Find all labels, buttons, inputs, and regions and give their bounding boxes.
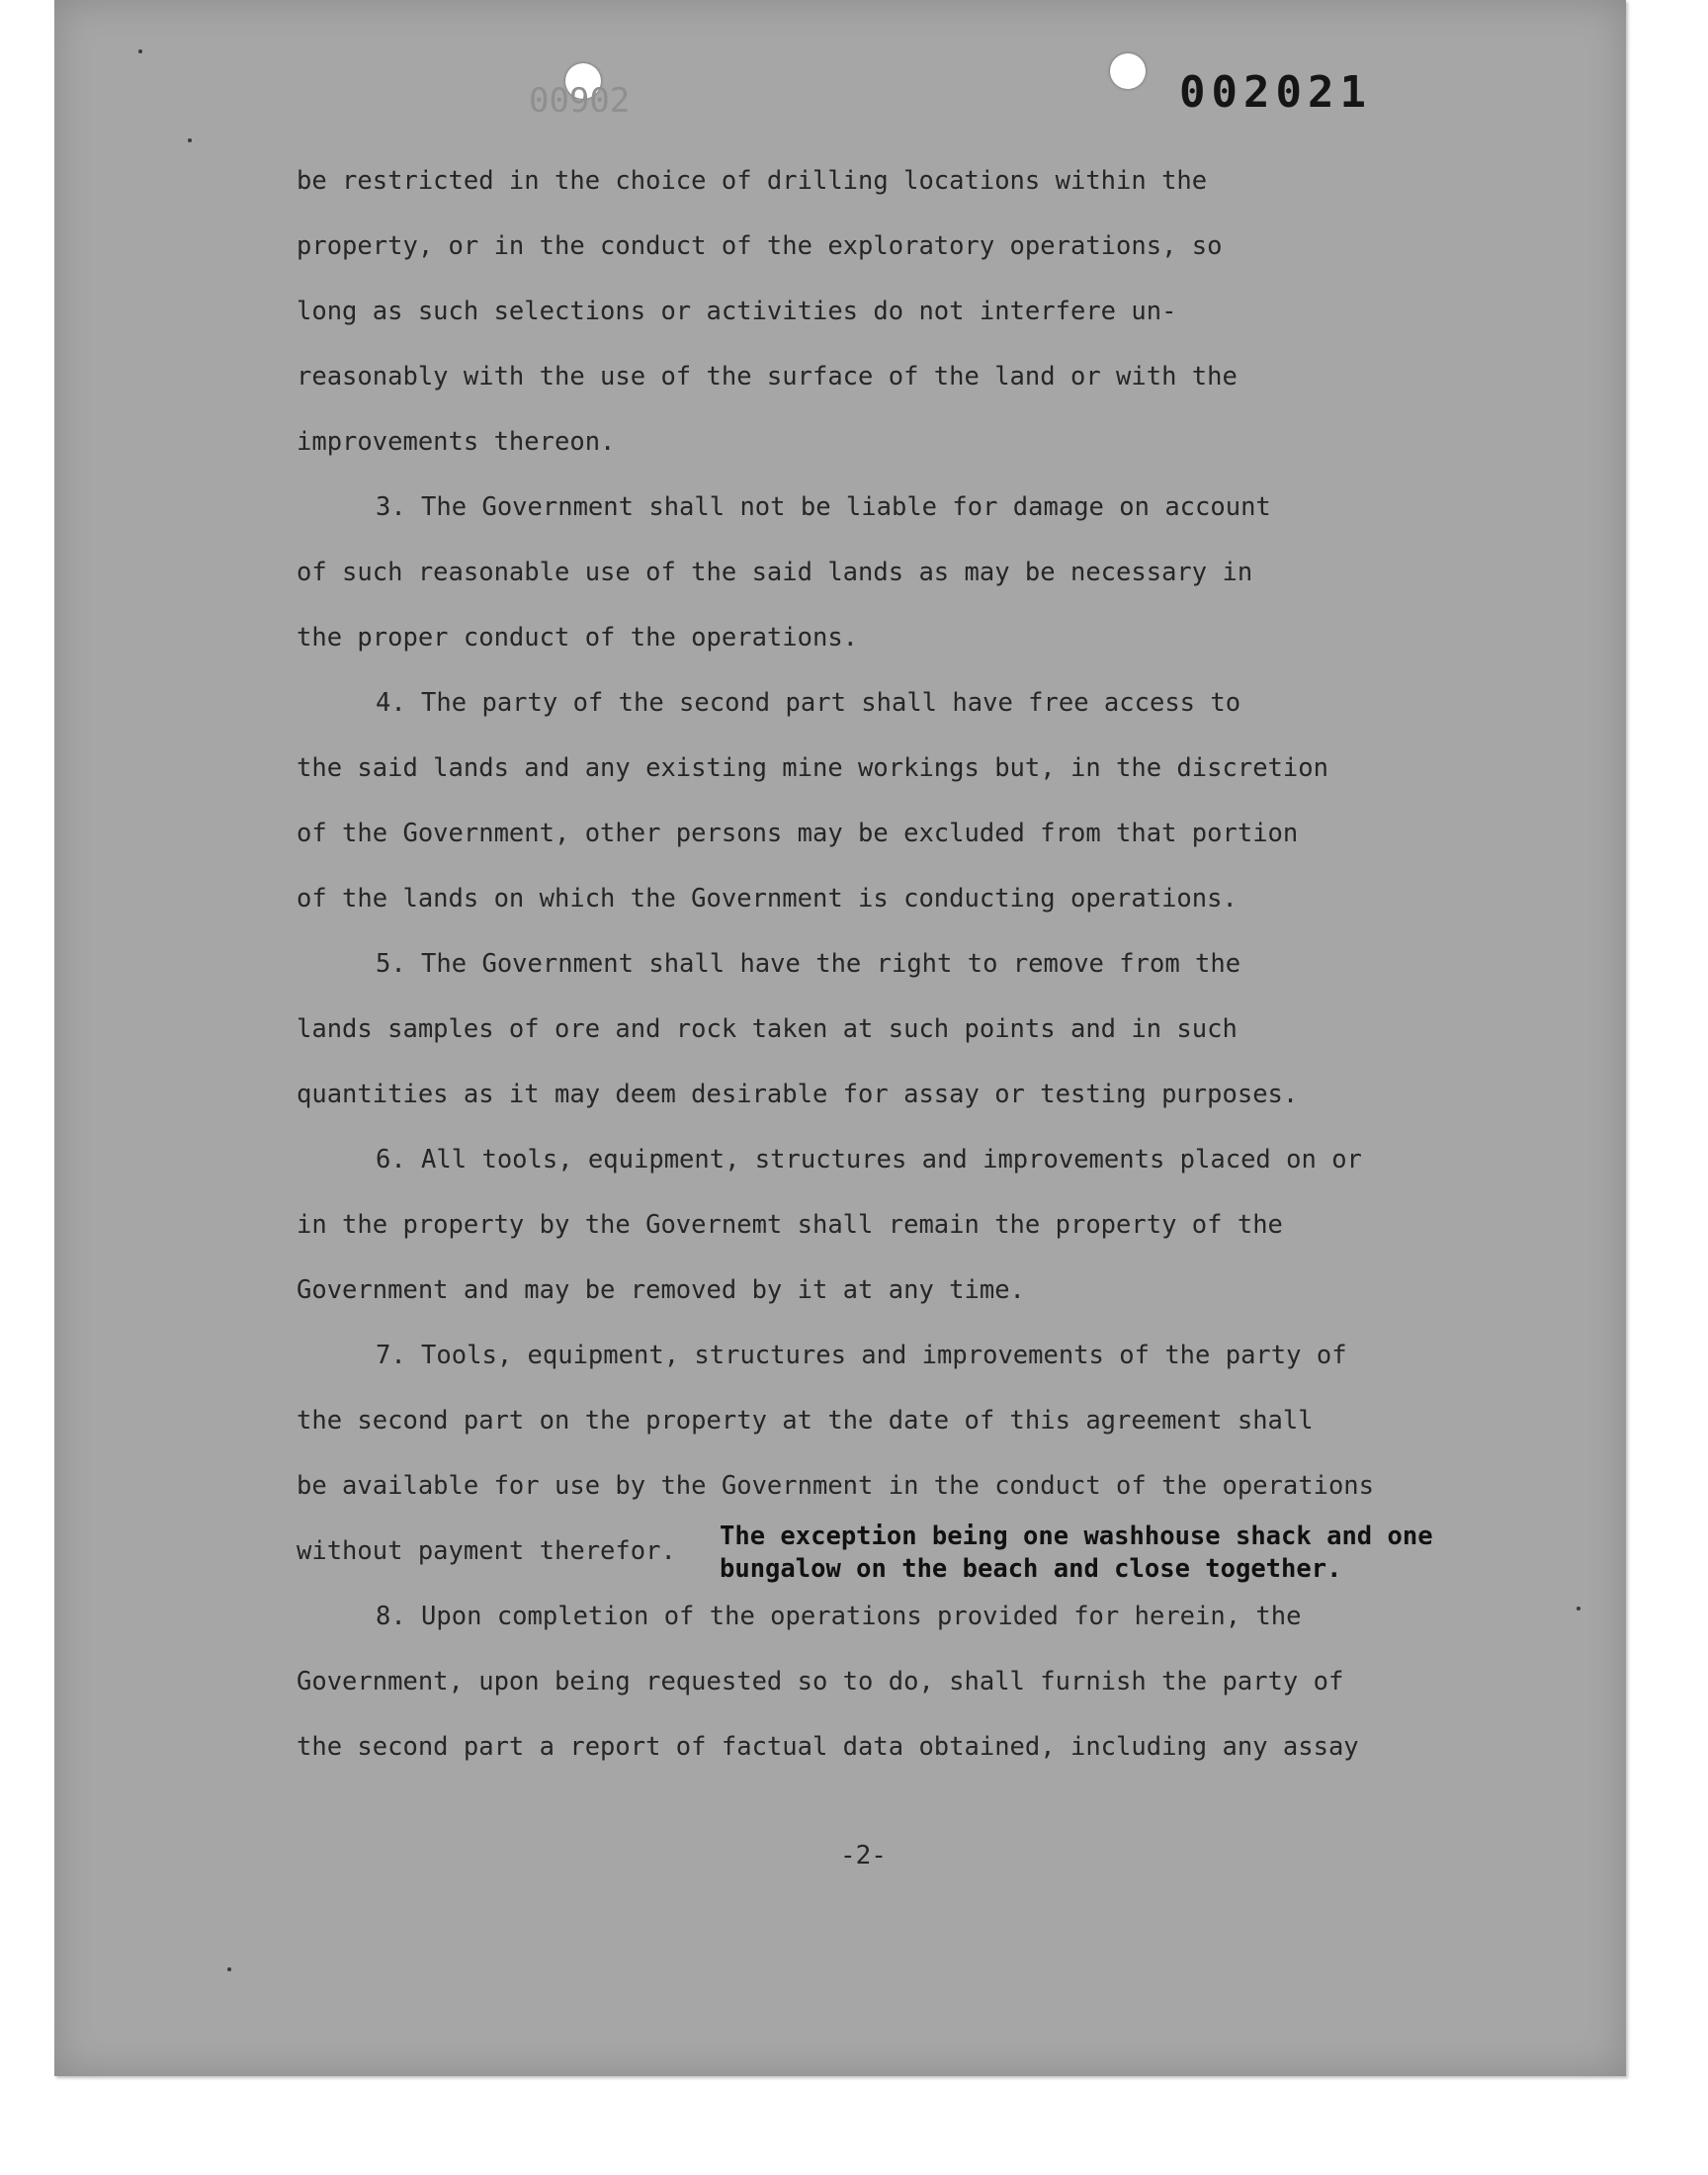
text-line: reasonably with the use of the surface of the land or with the [297,362,1238,392]
text-line: be available for use by the Government in the conduct of the operations [297,1471,1375,1501]
text-line: long as such selections or activities do not interfere un- [297,297,1177,326]
text-line: Government, upon being requested so to do, shall furnish the party of [297,1667,1344,1696]
text-line: of the Government, other persons may be excluded from that portion [297,819,1299,848]
paragraph-6-start: 6. All tools, equipment, structures and improvements placed on or [376,1145,1362,1174]
paragraph-3-start: 3. The Government shall not be liable for damage on account [376,492,1271,522]
faint-stamp: 00902 [529,81,631,121]
text-line: the proper conduct of the operations. [297,623,859,652]
text-line: without payment therefor. [297,1536,676,1566]
paragraph-8-start: 8. Upon completion of the operations provided for herein, the [376,1602,1302,1631]
paragraph-7-start: 7. Tools, equipment, structures and improvements of the party of [376,1341,1347,1370]
text-line: the second part a report of factual data obtained, including any assay [297,1732,1359,1762]
text-line: the second part on the property at the date of this agreement shall [297,1406,1314,1436]
inserted-note-line: bungalow on the beach and close together. [720,1554,1342,1584]
inserted-bold-note [720,1521,1433,1586]
text-line: of such reasonable use of the said lands as may be necessary in [297,558,1253,587]
punch-hole [1110,53,1146,89]
speck [138,49,142,53]
speck [227,1967,231,1971]
text-line: be restricted in the choice of drilling locations within the [297,166,1208,196]
text-line: of the lands on which the Government is conducting operations. [297,884,1238,914]
document-number: 002021 [1179,67,1372,118]
text-line: improvements thereon. [297,427,616,457]
paragraph-4-start: 4. The party of the second part shall have free access to [376,688,1241,718]
page-number: -2- [840,1841,887,1870]
text-line: lands samples of ore and rock taken at such points and in such [297,1014,1238,1044]
text-line: Government and may be removed by it at any time. [297,1275,1025,1305]
text-line: the said lands and any existing mine workings but, in the discretion [297,753,1328,783]
speck [188,138,192,142]
text-line: in the property by the Governemt shall remain the property of the [297,1210,1283,1240]
inserted-note-line: The exception being one washhouse shack and one [720,1522,1433,1551]
speck [1577,1607,1580,1610]
paragraph-5-start: 5. The Government shall have the right to remove from the [376,949,1241,979]
text-line: quantities as it may deem desirable for assay or testing purposes. [297,1080,1299,1109]
text-line: property, or in the conduct of the exploratory operations, so [297,231,1223,261]
